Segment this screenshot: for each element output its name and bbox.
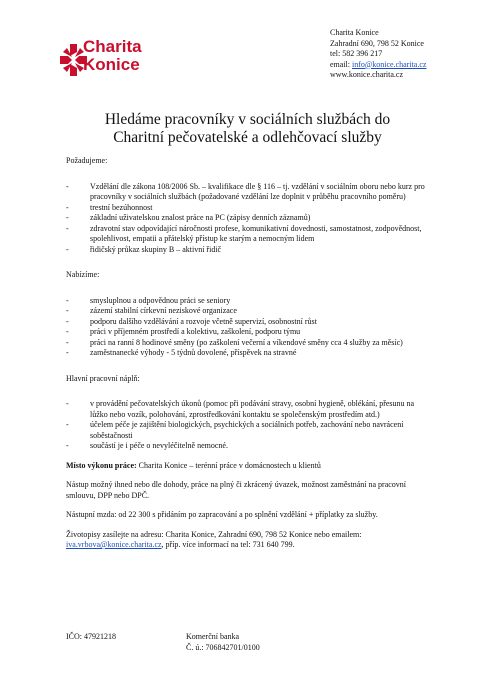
duties-heading: Hlavní pracovní náplň: bbox=[66, 373, 140, 383]
list-item: - zdravotní stav odpovídající náročnosti profese, komunikativní dovednosti, samostatnost, zodpovědnost, spolehlivost, empatii a přátelský přístup ke starým a nemocným lidem bbox=[66, 224, 428, 245]
apply-email-link[interactable]: iva.vrbova@konice.charita.cz bbox=[66, 540, 162, 549]
footer-bank: Komerční banka bbox=[186, 632, 240, 641]
list-item: - v provádění pečovatelských úkonů (pomoc při podávání stravy, osobní hygieně, oblékání, přesunu na lůžko nebo vozík, polohování, zprostředkování kontaktu se společenským prostředím atd.) bbox=[66, 399, 428, 420]
list-item: - smysluplnou a odpovědnou práci se seniory bbox=[66, 296, 428, 307]
contact-web: www.konice.charita.cz bbox=[330, 70, 403, 79]
list-item: - řidičský průkaz skupiny B – aktivní řidič bbox=[66, 245, 428, 256]
offers-heading: Nabízíme: bbox=[66, 270, 100, 279]
list-item: - podporu dalšího vzdělávání a rozvoje včetně supervizí, osobnostní růst bbox=[66, 317, 428, 328]
footer-bank-block bbox=[186, 632, 260, 653]
list-item: - práci v příjemném prostředí a kolektivu, zaškolení, podporu týmu bbox=[66, 327, 428, 338]
duties-list bbox=[66, 399, 428, 452]
apply-text-2: , příp. více informací na tel: 731 640 799. bbox=[161, 540, 295, 549]
apply-text-1: Životopisy zasílejte na adresu: Charita Konice, Zahradní 690, 798 52 Konice nebo emailem: bbox=[66, 529, 362, 539]
logo-line-2: Konice bbox=[83, 55, 140, 74]
contact-email-label: email: bbox=[330, 59, 352, 69]
list-item: - trestní bezúhonnost bbox=[66, 203, 428, 214]
footer-account: Č. ú.: 706842701/0100 bbox=[186, 642, 260, 652]
contact-phone: tel: 582 396 217 bbox=[330, 49, 383, 58]
list-item: - účelem péče je zajištění biologických, psychických a sociálních potřeb, zachování nebo navrácení soběstačnosti bbox=[66, 420, 428, 441]
list-item: - zázemí stabilní církevní neziskové organizace bbox=[66, 306, 428, 317]
list-item: - Vzdělání dle zákona 108/2006 Sb. – kvalifikace dle § 116 – tj. vzdělání v sociálním oboru nebo kurz pro pracovníky v sociálních službách (požadované vzdělání lze doplnit v průběhu pracovního poměru) bbox=[66, 182, 428, 203]
main-content bbox=[66, 156, 428, 551]
contact-email-row bbox=[330, 60, 426, 71]
apply-paragraph bbox=[66, 530, 428, 551]
title-line-2: Charitní pečovatelské a odlehčovací služby bbox=[113, 129, 382, 146]
contact-block bbox=[330, 28, 426, 81]
salary-paragraph: Nástupní mzda: od 22 300 s přidáním po zapracování a po splnění vzdělání + příplatky za služby. bbox=[66, 510, 378, 519]
requirements-list bbox=[66, 182, 428, 256]
footer-ico: IČO: 47921218 bbox=[66, 632, 116, 641]
list-item: - součástí je i péče o nevyléčitelně nemocné. bbox=[66, 441, 428, 452]
start-paragraph: Nástup možný ihned nebo dle dohody, práce na plný či zkrácený úvazek, možnost zaměstnání na pracovní smlouvu, DPP nebo DPČ. bbox=[66, 480, 407, 500]
workplace-text: Charita Konice – terénní práce v domácnostech u klientů bbox=[136, 460, 321, 470]
requirements-heading: Požadujeme: bbox=[66, 156, 108, 165]
logo-line-1: Charita bbox=[83, 37, 142, 56]
page-title bbox=[0, 111, 495, 147]
contact-address: Zahradní 690, 798 52 Konice bbox=[330, 38, 424, 48]
contact-org: Charita Konice bbox=[330, 28, 379, 37]
list-item: - základní uživatelskou znalost práce na PC (zápisy denních záznamů) bbox=[66, 213, 428, 224]
offers-list bbox=[66, 296, 428, 359]
workplace-label: Místo výkonu práce: bbox=[66, 460, 137, 470]
logo-wordmark bbox=[83, 38, 142, 74]
list-item: - zaměstnanecké výhody - 5 týdnů dovolené, příspěvek na stravné bbox=[66, 348, 428, 359]
contact-email-link[interactable]: info@konice.charita.cz bbox=[352, 59, 427, 69]
title-line-1: Hledáme pracovníky v sociálních službách do bbox=[104, 111, 391, 128]
workplace-paragraph bbox=[66, 461, 428, 472]
list-item: - práci na ranní 8 hodinové směny (po zaškolení večerní a víkendové směny cca 4 služby za měsíc) bbox=[66, 338, 428, 349]
